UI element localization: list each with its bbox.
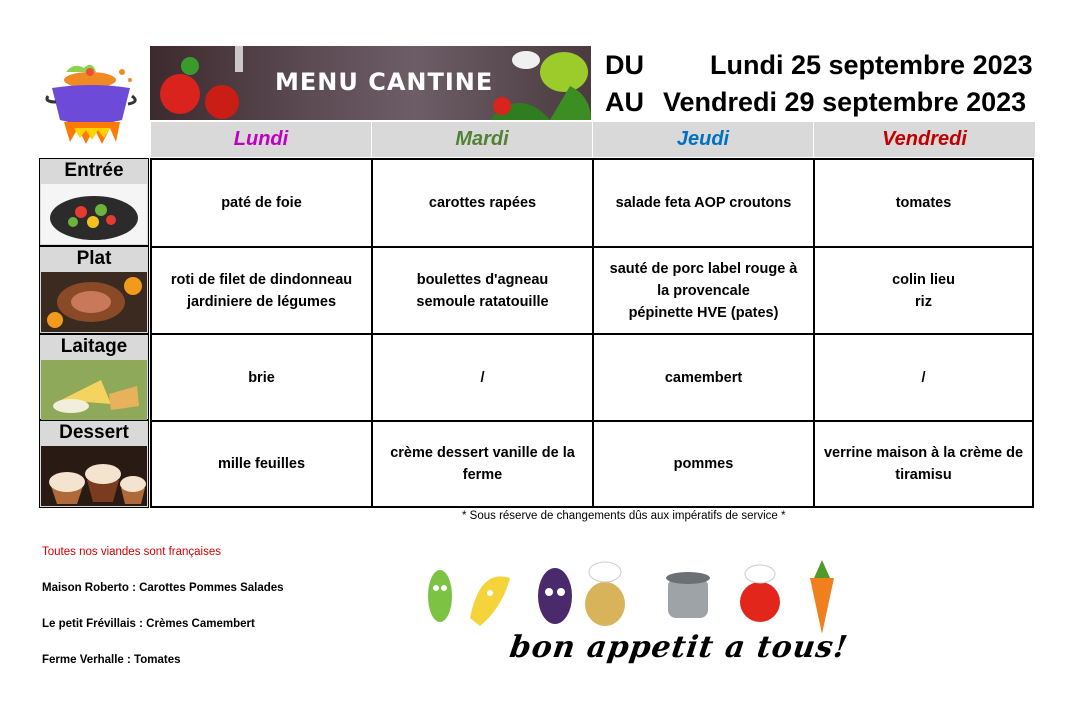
category-label: Dessert <box>59 422 129 443</box>
day-header-jeudi: Jeudi <box>592 122 813 157</box>
menu-cell-entree-mardi: carottes rapées <box>428 195 537 211</box>
category-label: Laitage <box>60 336 128 357</box>
category-entree <box>39 158 149 246</box>
menu-cell-entree-lundi: paté de foie <box>221 195 302 211</box>
menu-cell-plat-vendredi: colin lieu riz <box>892 271 955 310</box>
day-header-lundi: Lundi <box>150 122 371 157</box>
category-label: Entrée <box>64 160 124 181</box>
category-dessert <box>39 420 149 508</box>
menu-cell-plat-lundi: roti de filet de dindonneau jardiniere de légumes <box>170 271 353 310</box>
cooking-pot-logo <box>44 58 140 148</box>
salad-photo-icon <box>41 184 147 244</box>
cupcakes-photo-icon <box>41 446 147 506</box>
category-laitage <box>39 334 149 420</box>
bon-appetit-text: bon appetit a tous! <box>507 630 851 665</box>
menu-banner <box>150 46 591 120</box>
end-date-label: AU <box>605 87 644 117</box>
menu-cell-laitage-lundi: brie <box>248 369 275 386</box>
start-date-value: Lundi 25 septembre 2023 <box>710 50 1033 80</box>
footer-supplier-2: Le petit Frévillais : Crèmes Camembert <box>42 618 255 630</box>
menu-cell-laitage-jeudi: camembert <box>664 369 743 386</box>
category-label: Plat <box>76 248 112 269</box>
menu-cell-laitage-vendredi: / <box>921 369 926 386</box>
menu-cell-laitage-mardi: / <box>480 369 485 386</box>
cheese-photo-icon <box>41 360 147 420</box>
menu-cell-entree-jeudi: salade feta AOP croutons <box>615 195 792 211</box>
menu-cell-dessert-vendredi: verrine maison à la crème de tiramisu <box>823 445 1024 483</box>
banner-title: MENU CANTINE <box>275 68 494 96</box>
menu-table <box>150 158 1034 508</box>
menu-cell-dessert-jeudi: pommes <box>673 456 734 472</box>
cartoon-vegetables-icon <box>410 548 860 638</box>
service-note: * Sous réserve de changements dûs aux impératifs de service * <box>462 510 786 522</box>
roast-photo-icon <box>41 272 147 332</box>
end-date-value: Vendredi 29 septembre 2023 <box>663 87 1027 117</box>
menu-cell-plat-mardi: boulettes d'agneau semoule ratatouille <box>416 271 549 310</box>
menu-cell-dessert-mardi: crème dessert vanille de la ferme <box>390 445 575 483</box>
menu-cell-entree-vendredi: tomates <box>895 195 952 211</box>
category-plat <box>39 246 149 334</box>
day-header-mardi: Mardi <box>371 122 592 157</box>
start-date-label: DU <box>605 50 644 80</box>
day-header-vendredi: Vendredi <box>813 122 1035 157</box>
menu-cell-dessert-lundi: mille feuilles <box>217 456 306 472</box>
footer-supplier-1: Maison Roberto : Carottes Pommes Salades <box>42 582 284 594</box>
menu-cell-plat-jeudi: sauté de porc label rouge à la provencale pépinette HVE (pates) <box>609 260 798 321</box>
footer-meat-origin: Toutes nos viandes sont françaises <box>42 546 221 558</box>
footer-supplier-3: Ferme Verhalle : Tomates <box>42 654 181 666</box>
